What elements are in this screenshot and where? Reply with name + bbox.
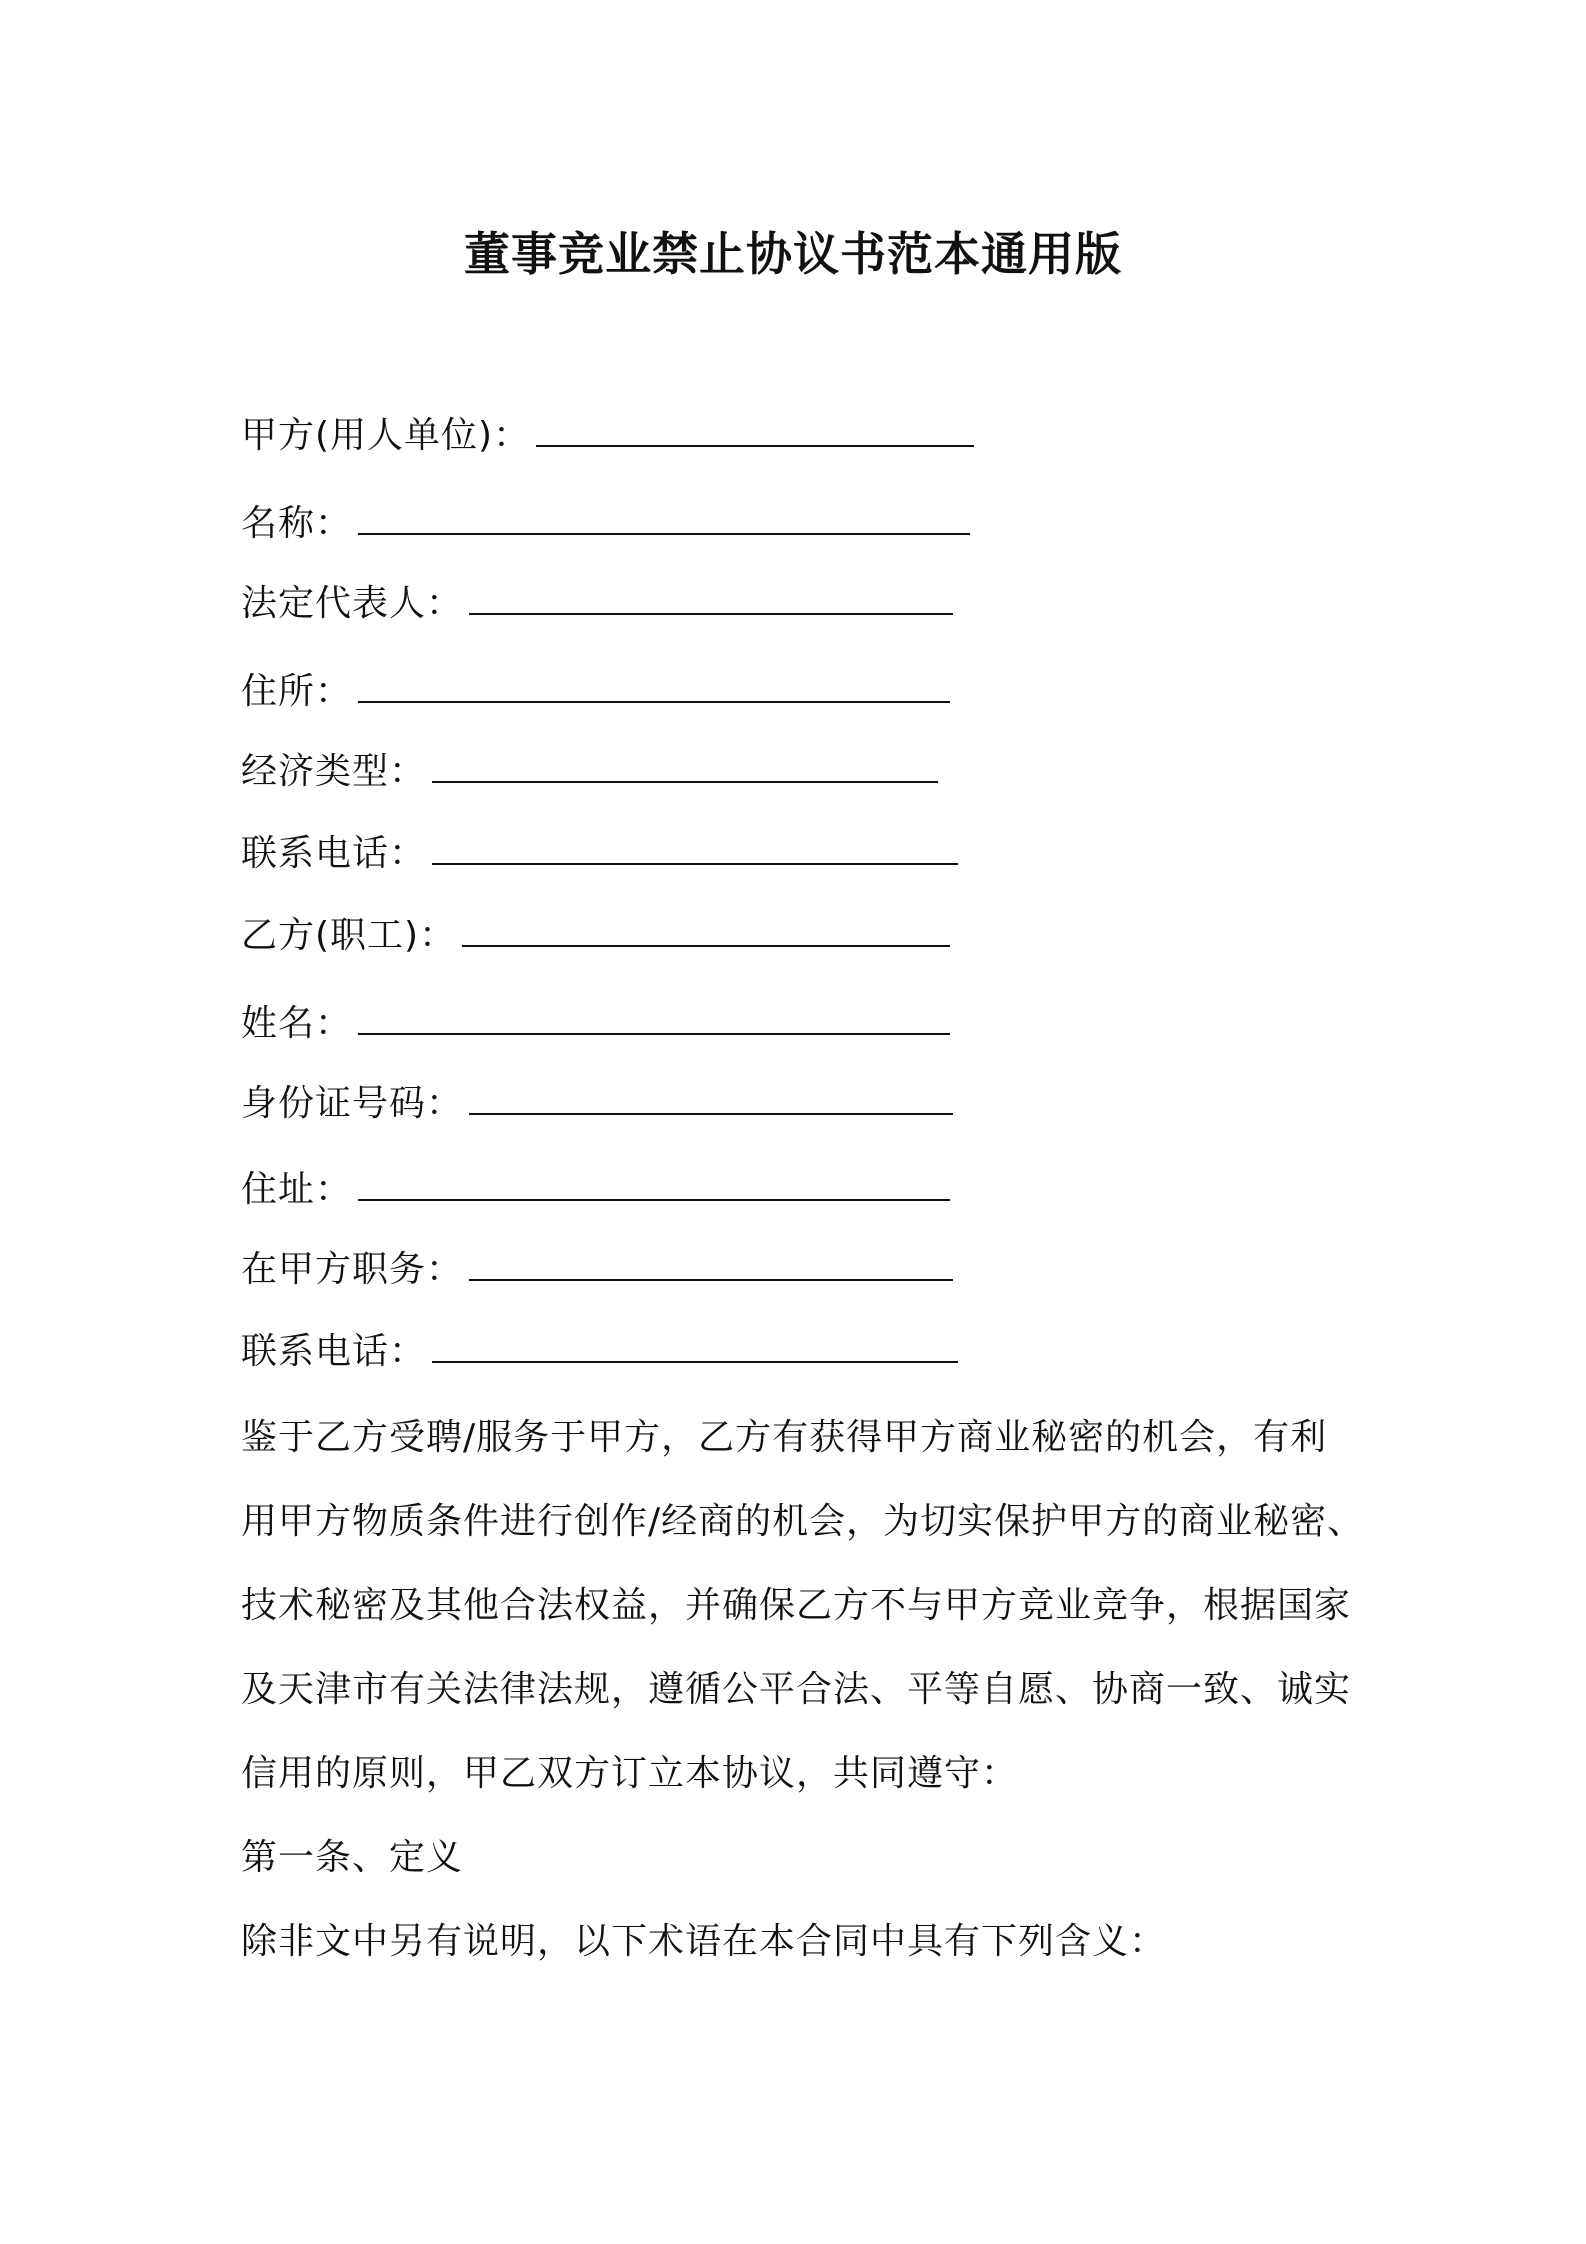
blank-line[interactable] <box>358 531 970 535</box>
field-label: 经济类型： <box>241 751 427 792</box>
field-address-a <box>241 668 950 716</box>
section-intro: 除非文中另有说明，以下术语在本合同中具有下列含义： <box>241 1921 1167 1962</box>
field-label: 联系电话： <box>241 833 427 874</box>
blank-line[interactable] <box>469 611 953 615</box>
paragraph-line: 用甲方物质条件进行创作/经商的机会，为切实保护甲方的商业秘密、 <box>241 1501 1365 1542</box>
section-heading: 第一条、定义 <box>241 1837 464 1878</box>
field-label: 住所： <box>241 671 353 712</box>
field-party-b <box>241 912 950 960</box>
paragraph-line: 鉴于乙方受聘/服务于甲方，乙方有获得甲方商业秘密的机会，有利 <box>241 1417 1328 1458</box>
field-full-name <box>241 1000 950 1048</box>
blank-line[interactable] <box>469 1111 953 1115</box>
field-label: 乙方(职工)： <box>241 915 457 956</box>
field-label: 住址： <box>241 1169 353 1210</box>
field-label: 甲方(用人单位)： <box>241 415 531 456</box>
blank-line[interactable] <box>358 1197 950 1201</box>
document-title: 董事竞业禁止协议书范本通用版 <box>464 227 1122 281</box>
field-address-b <box>241 1166 950 1214</box>
blank-line[interactable] <box>432 779 938 783</box>
field-phone-a <box>241 830 958 878</box>
field-id-number <box>241 1080 953 1128</box>
blank-line[interactable] <box>469 1277 953 1281</box>
field-label: 身份证号码： <box>241 1083 464 1124</box>
blank-line[interactable] <box>432 1359 958 1363</box>
blank-line[interactable] <box>462 943 950 947</box>
blank-line[interactable] <box>432 861 958 865</box>
field-label: 姓名： <box>241 1003 353 1044</box>
field-party-a <box>241 412 974 460</box>
paragraph-line: 技术秘密及其他合法权益，并确保乙方不与甲方竞业竞争，根据国家 <box>241 1585 1352 1626</box>
field-label: 在甲方职务： <box>241 1249 464 1290</box>
field-position <box>241 1246 953 1294</box>
field-label: 法定代表人： <box>241 583 464 624</box>
paragraph-line: 及天津市有关法律法规，遵循公平合法、平等自愿、协商一致、诚实 <box>241 1669 1352 1710</box>
paragraph-line: 信用的原则，甲乙双方订立本协议，共同遵守： <box>241 1753 1019 1794</box>
field-name <box>241 500 970 548</box>
field-legal-representative <box>241 580 953 628</box>
blank-line[interactable] <box>358 1031 950 1035</box>
blank-line[interactable] <box>358 699 950 703</box>
field-label: 联系电话： <box>241 1331 427 1372</box>
field-phone-b <box>241 1328 958 1376</box>
blank-line[interactable] <box>536 443 974 447</box>
field-label: 名称： <box>241 503 353 544</box>
field-economic-type <box>241 748 938 796</box>
